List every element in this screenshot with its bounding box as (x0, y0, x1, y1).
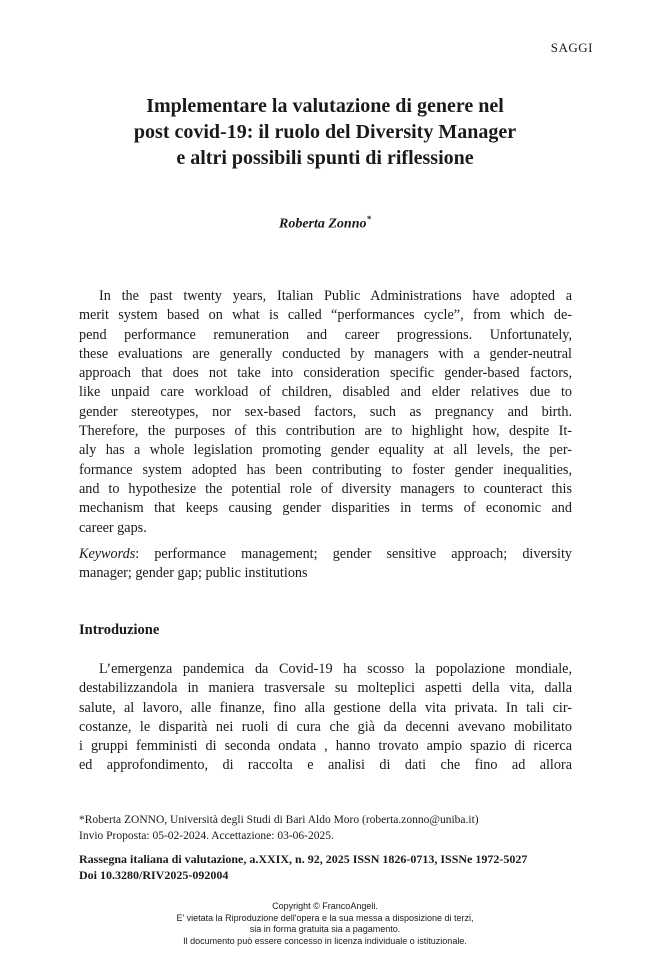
footnote-line: *Roberta ZONNO, Università degli Studi di Bari Aldo Moro (roberta.zonno@uniba.it) (79, 814, 479, 826)
citation-line: Rassegna italiana di valutazione, a.XXIX, n. 92, 2025 ISSN 1826-0713, ISSNe 1972-5027 (79, 852, 528, 866)
keywords-text: : performance management; gender sensitive approach; diversity (135, 546, 572, 562)
section-heading: Introduzione (79, 622, 160, 638)
title-line: Implementare la valutazione di genere nel (146, 95, 504, 117)
copyright-line: E' vietata la Riproduzione dell'opera e la sua messa a disposizione di terzi, (176, 912, 474, 923)
abstract-line: aly has a whole legislation promoting gender equality at all levels, the per- (79, 442, 572, 459)
title-line: post covid-19: il ruolo del Diversity Manager (133, 121, 517, 143)
abstract (79, 287, 572, 538)
abstract-line: formance system adopted has been contributing to foster gender inequalities, (79, 461, 572, 478)
keywords (79, 545, 572, 584)
author-byline (0, 214, 650, 233)
article-title (70, 93, 580, 171)
abstract-line: merit system based on what is called “performances cycle”, from which de- (79, 307, 572, 324)
copyright-line: sia in forma gratuita sia a pagamento. (249, 924, 401, 934)
footnote-line: Invio Proposta: 05-02-2024. Accettazione: 03-06-2025. (79, 830, 334, 842)
body-line: ed approfondimento, di raccolta e analisi di dati che fino ad allora (79, 757, 572, 774)
body-line: i gruppi femministi di seconda ondata , hanno trovato ampio spazio di ricerca (79, 738, 572, 755)
body-line: salute, al lavoro, alle finanze, fino alla gestione della vita privata. In tali cir- (79, 699, 572, 716)
intro-body (79, 660, 572, 776)
copyright-line: Il documento può essere concesso in licenza individuale o istituzionale. (183, 935, 467, 946)
author-name: Roberta Zonno (278, 216, 367, 232)
journal-citation (79, 851, 572, 883)
keywords-label: Keywords (79, 546, 136, 562)
title-line: e altri possibili spunti di riflessione (176, 147, 474, 169)
keywords-line (79, 545, 572, 564)
abstract-line: mechanism that keeps causing gender disparities in terms of economic and (79, 500, 572, 517)
body-line: L’emergenza pandemica da Covid-19 ha scosso la popolazione mondiale, (99, 661, 572, 677)
abstract-line: pend performance remuneration and career progressions. Unfortunately, (79, 326, 572, 343)
abstract-line: like unpaid care workload of children, disabled and elder relatives due to (79, 384, 572, 401)
copyright-notice (0, 901, 650, 947)
abstract-line: Therefore, the purposes of this contribution are to highlight how, despite It- (79, 423, 572, 440)
copyright-line: Copyright © FrancoAngeli. (272, 901, 378, 911)
body-line: destabilizzandola in maniera trasversale su molteplici aspetti della vita, dalla (79, 680, 572, 697)
keywords-line: manager; gender gap; public institutions (79, 565, 308, 582)
abstract-line: approach that does not take into consideration specific gender-based factors, (79, 365, 572, 382)
abstract-line: gender stereotypes, nor sex-based factors, such as pregnancy and birth. (79, 403, 572, 420)
author-footnote (79, 812, 572, 844)
body-line: costanze, le disparità nei ruoli di cura che già da decenni avevano mobilitato (79, 718, 572, 735)
section-label: SAGGI (550, 40, 593, 55)
abstract-line: these evaluations are generally conducted by managers with a gender-neutral (79, 345, 572, 362)
abstract-line: career gaps. (79, 519, 147, 536)
citation-line: Doi 10.3280/RIV2025-092004 (79, 868, 229, 882)
author-footnote-mark: * (366, 214, 371, 224)
abstract-line: In the past twenty years, Italian Public Administrations have adopted a (99, 288, 572, 304)
abstract-line: and to hypothesize the potential role of diversity managers to counteract this (79, 480, 572, 497)
